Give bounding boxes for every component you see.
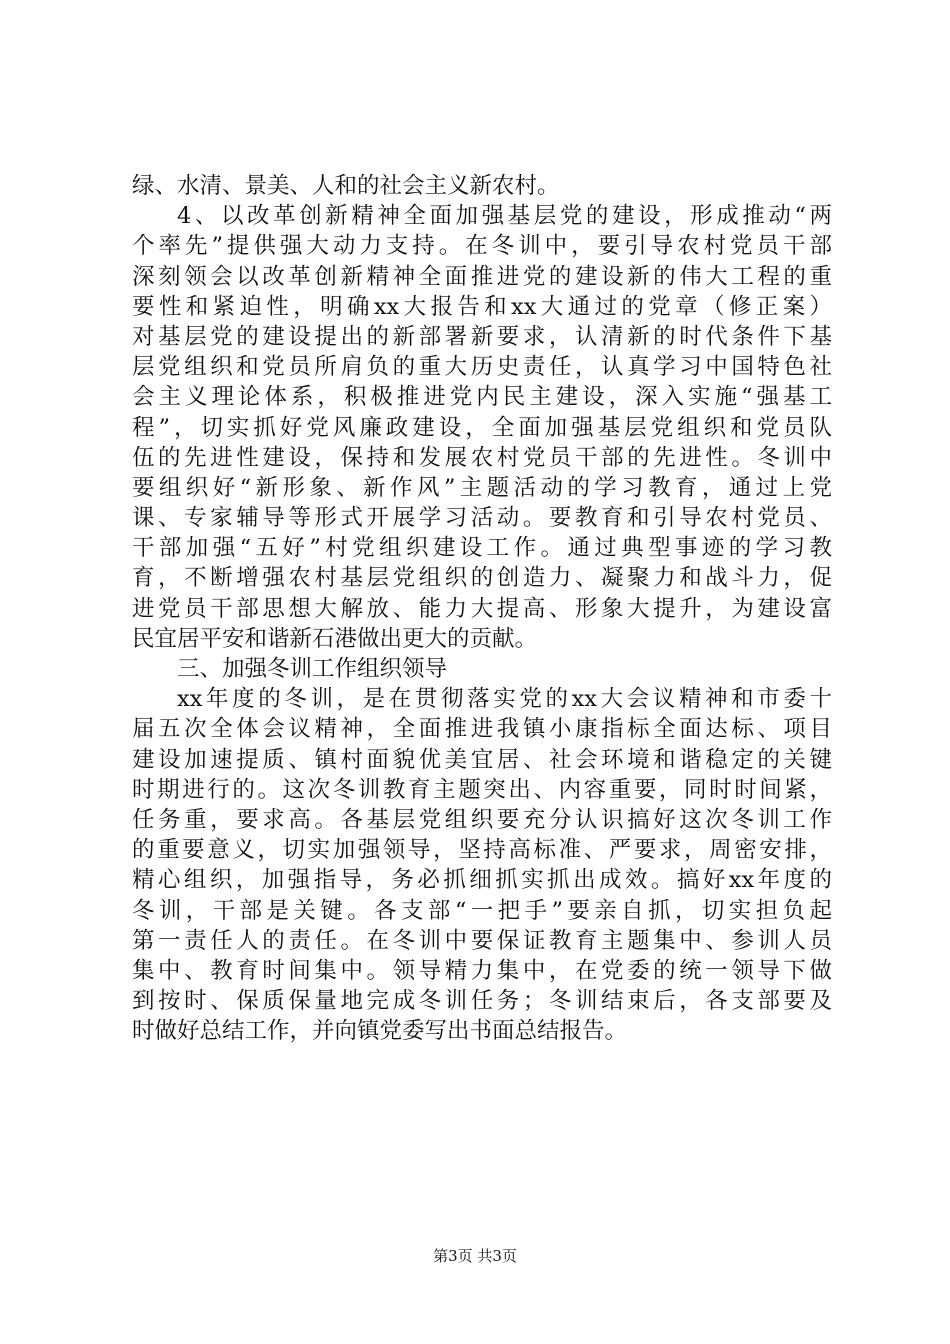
- text-line: 任务重，要求高。各基层党组织要充分认识搞好这次冬训工作: [132, 806, 832, 833]
- text-line: 会主义理论体系，积极推进党内民主建设，深入实施“强基工: [132, 384, 832, 411]
- text-line: 进党员干部思想大解放、能力大提高、形象大提升，为建设富: [132, 595, 832, 622]
- text-line: 时做好总结工作，并向镇党委写出书面总结报告。: [132, 1018, 628, 1045]
- text-line: 4、以改革创新精神全面加强基层党的建设，形成推动“两: [177, 203, 832, 230]
- text-line: xx年度的冬训，是在贯彻落实党的xx大会议精神和市委十: [177, 686, 832, 713]
- text-line: 干部加强“五好”村党组织建设工作。通过典型事迹的学习教: [132, 535, 832, 562]
- text-line: 的重要意义，切实加强领导，坚持高标准、严要求，周密安排，: [132, 837, 832, 864]
- text-line: 集中、教育时间集中。领导精力集中，在党委的统一领导下做: [132, 957, 832, 984]
- text-line: 深刻领会以改革创新精神全面推进党的建设新的伟大工程的重: [132, 263, 832, 290]
- text-line: 冬训，干部是关键。各支部“一把手”要亲自抓，切实担负起: [132, 897, 832, 924]
- text-line: 要组织好“新形象、新作风”主题活动的学习教育，通过上党: [132, 474, 832, 501]
- text-line: 三、加强冬训工作组织领导: [177, 656, 448, 682]
- text-line: 伍的先进性建设，保持和发展农村党员干部的先进性。冬训中: [132, 444, 832, 471]
- text-line: 课、专家辅导等形式开展学习活动。要教育和引导农村党员、: [132, 505, 832, 532]
- text-line: 时期进行的。这次冬训教育主题突出、内容重要，同时时间紧，: [132, 776, 832, 803]
- text-line: 对基层党的建设提出的新部署新要求，认清新的时代条件下基: [132, 323, 832, 350]
- text-line: 要性和紧迫性，明确xx大报告和xx大通过的党章（修正案）: [132, 293, 832, 320]
- text-line: 民宜居平安和谐新石港做出更大的贡献。: [132, 625, 538, 652]
- text-line: 第一责任人的责任。在冬训中要保证教育主题集中、参训人员: [132, 927, 832, 954]
- document-body: [132, 171, 832, 1046]
- text-line: 层党组织和党员所肩负的重大历史责任，认真学习中国特色社: [132, 354, 832, 381]
- text-line: 绿、水清、景美、人和的社会主义新农村。: [132, 173, 560, 199]
- text-line: 精心组织，加强指导，务必抓细抓实抓出成效。搞好xx年度的: [132, 867, 832, 894]
- text-line: 到按时、保质保量地完成冬训任务；冬训结束后，各支部要及: [132, 988, 832, 1015]
- text-line: 建设加速提质、镇村面貌优美宜居、社会环境和谐稳定的关键: [132, 746, 832, 773]
- page-footer: 第3页 共3页: [433, 1247, 517, 1265]
- text-line: 育，不断增强农村基层党组织的创造力、凝聚力和战斗力，促: [132, 565, 832, 592]
- text-line: 届五次全体会议精神，全面推进我镇小康指标全面达标、项目: [132, 716, 832, 743]
- text-line: 程”，切实抓好党风廉政建设，全面加强基层党组织和党员队: [132, 414, 832, 441]
- text-line: 个率先”提供强大动力支持。在冬训中，要引导农村党员干部: [132, 233, 832, 260]
